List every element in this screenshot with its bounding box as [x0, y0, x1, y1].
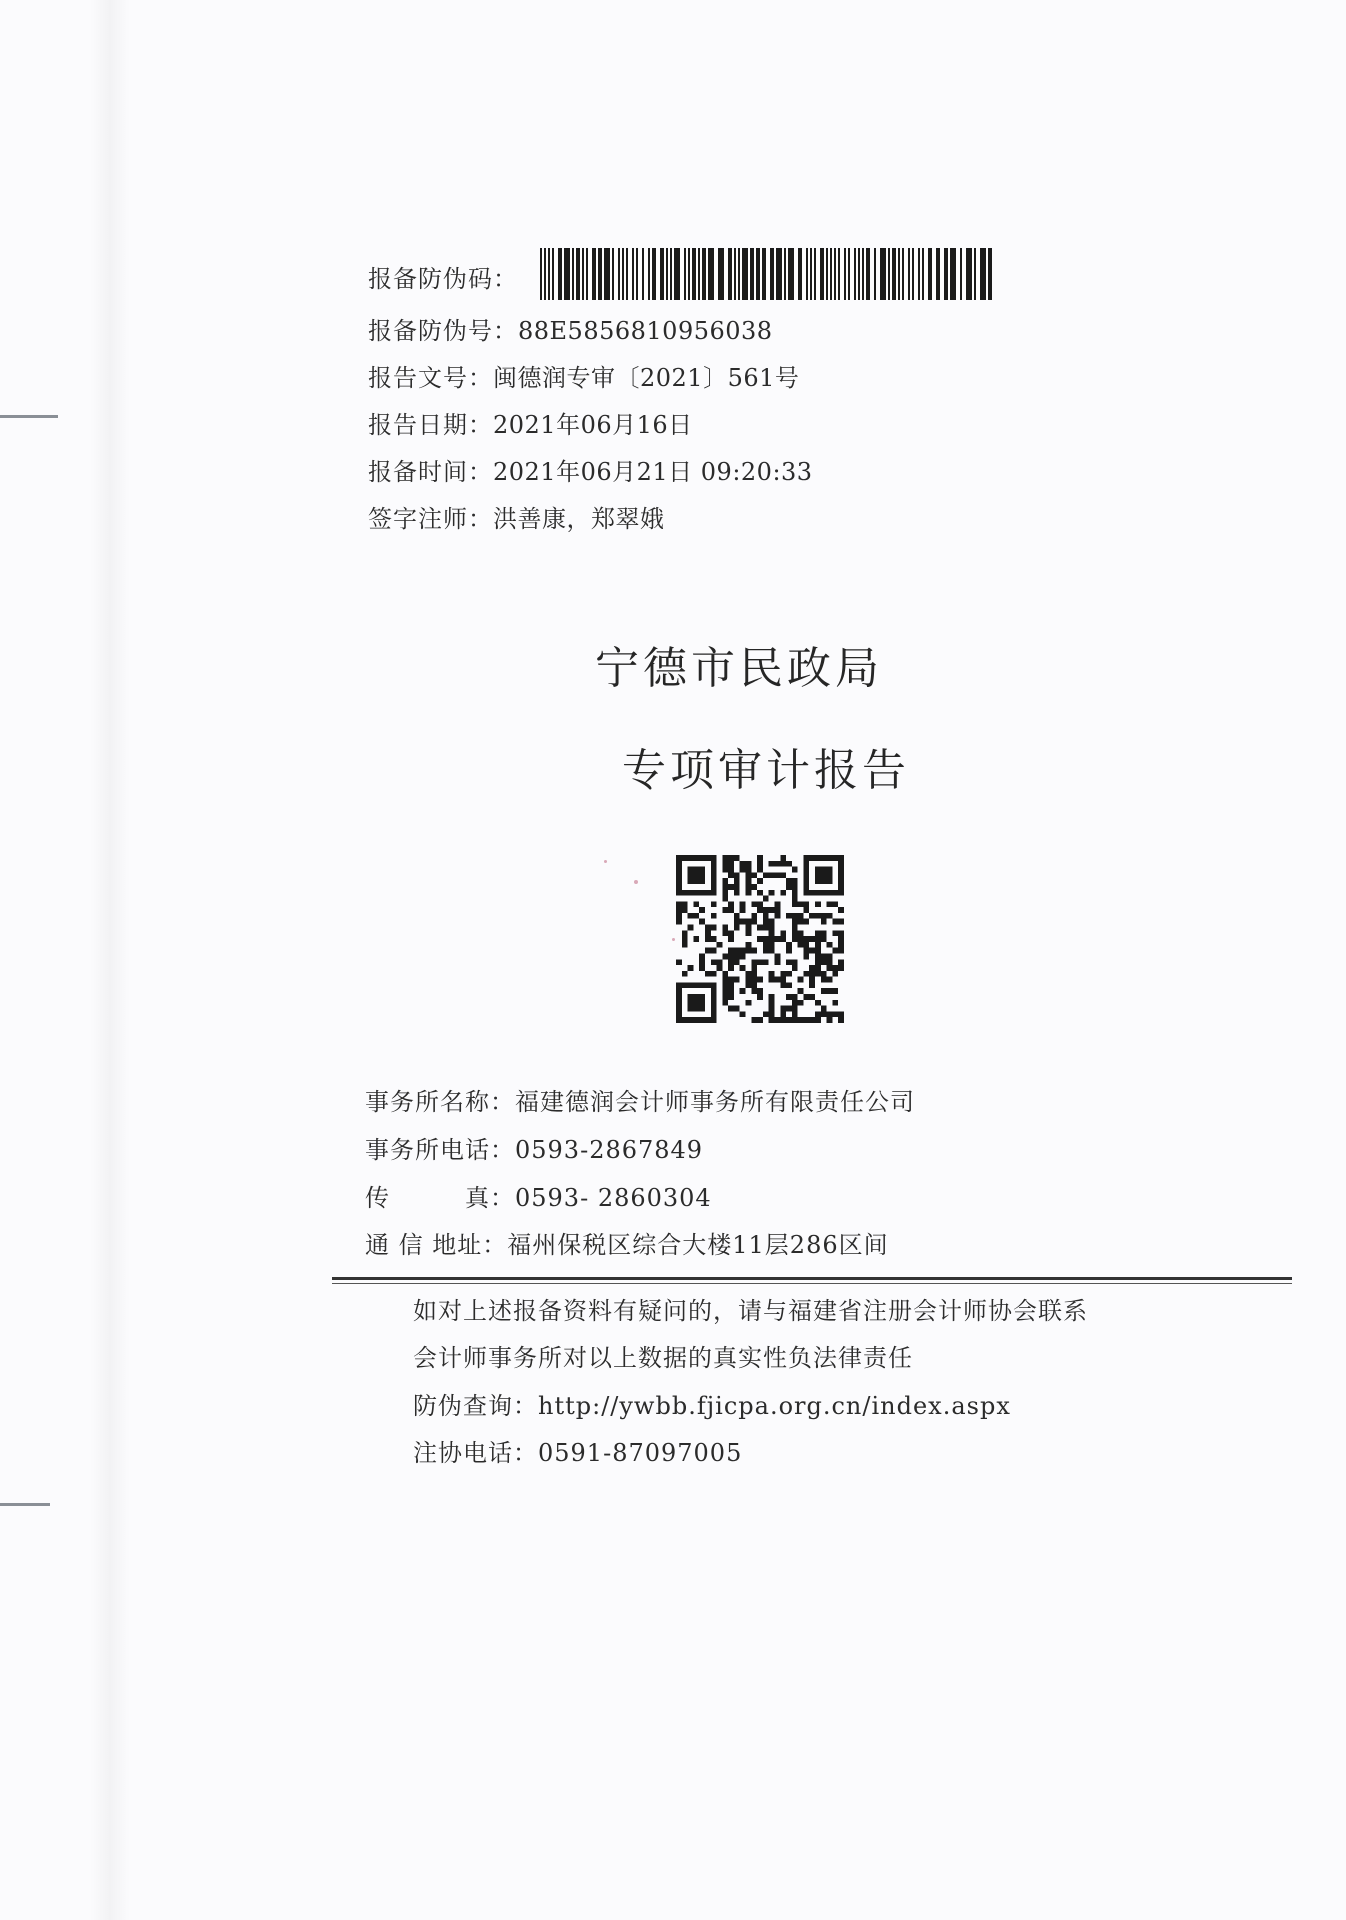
anti-counterfeit-code-label: 报备防伪码： — [368, 265, 518, 293]
report-doc-no-label: 报告文号： — [368, 364, 493, 392]
firm-phone-value: 0593-2867849 — [515, 1136, 704, 1164]
scan-shadow — [90, 0, 130, 1920]
report-date-row — [368, 410, 693, 440]
firm-address-label: 通 信 地址： — [365, 1231, 508, 1259]
association-phone-label: 注协电话： — [413, 1439, 538, 1467]
firm-address-row — [365, 1230, 889, 1260]
scan-speck — [672, 938, 675, 941]
signing-cpa-value: 洪善康，郑翠娥 — [493, 505, 665, 533]
anti-counterfeit-no-label: 报备防伪号： — [368, 317, 518, 345]
responsibility-note: 会计师事务所对以上数据的真实性负法律责任 — [413, 1344, 913, 1372]
query-row — [413, 1391, 1011, 1421]
report-date-value: 2021年06月16日 — [493, 411, 693, 439]
firm-name-label: 事务所名称： — [365, 1088, 515, 1116]
firm-fax-value: 0593- 2860304 — [515, 1184, 712, 1212]
filing-time-row — [368, 457, 813, 487]
scan-speck — [634, 880, 638, 884]
anti-counterfeit-barcode — [540, 248, 992, 300]
association-phone-row — [413, 1438, 742, 1468]
query-url[interactable]: http://ywbb.fjicpa.org.cn/index.aspx — [538, 1392, 1011, 1420]
report-title-type: 专项审计报告 — [622, 745, 910, 796]
report-date-label: 报告日期： — [368, 411, 493, 439]
firm-address-value: 福州保税区综合大楼11层286区间 — [507, 1231, 889, 1259]
firm-fax-row — [365, 1183, 712, 1213]
contact-note: 如对上述报备资料有疑问的，请与福建省注册会计师协会联系 — [413, 1297, 1088, 1325]
filing-time-label: 报备时间： — [368, 458, 493, 486]
anti-counterfeit-code-row — [368, 264, 518, 294]
query-label: 防伪查询： — [413, 1392, 538, 1420]
qr-code — [676, 855, 844, 1023]
divider-rule-thin — [332, 1283, 1292, 1284]
report-title-org: 宁德市民政局 — [595, 643, 883, 694]
signing-cpa-label: 签字注师： — [368, 505, 493, 533]
filing-time-value: 2021年06月21日 09:20:33 — [493, 458, 813, 486]
report-doc-no-value: 闽德润专审〔2021〕561号 — [493, 364, 800, 392]
scan-edge-mark — [0, 415, 58, 418]
firm-phone-row — [365, 1135, 703, 1165]
anti-counterfeit-no-row — [368, 316, 773, 346]
scan-speck — [604, 860, 607, 863]
report-doc-no-row — [368, 363, 799, 393]
signing-cpa-row — [368, 504, 665, 534]
firm-name-value: 福建德润会计师事务所有限责任公司 — [515, 1088, 915, 1116]
firm-fax-label: 传 真： — [365, 1184, 515, 1212]
divider-rule-thick — [332, 1277, 1292, 1280]
scan-edge-mark — [0, 1503, 50, 1506]
anti-counterfeit-no-value: 88E5856810956038 — [518, 317, 773, 345]
firm-name-row — [365, 1087, 915, 1117]
association-phone-value: 0591-87097005 — [538, 1439, 743, 1467]
firm-phone-label: 事务所电话： — [365, 1136, 515, 1164]
